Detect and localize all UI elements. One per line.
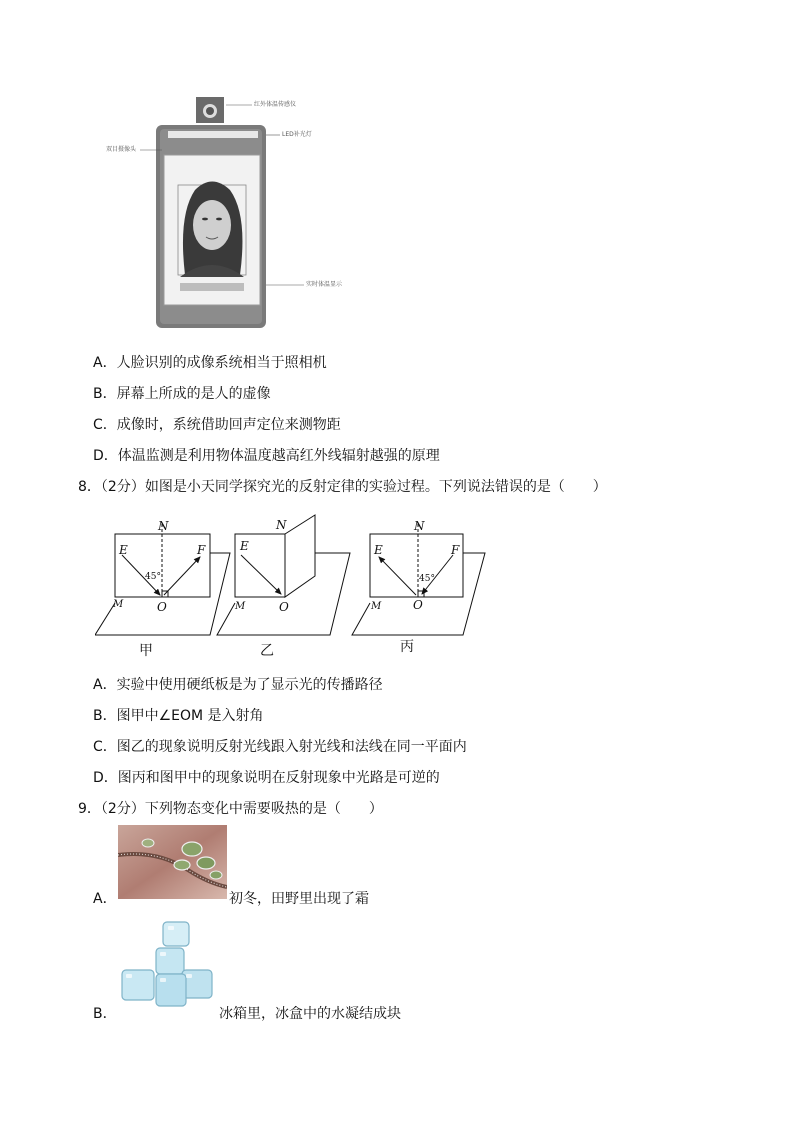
option-letter: B． [93,386,117,402]
option-text: 图乙的现象说明反射光线跟入射光线和法线在同一平面内 [116,739,467,755]
option-letter: D． [93,448,118,464]
option-letter: D． [93,770,118,786]
frost-photo [118,825,227,899]
option-text: 屏幕上所成的是人的虚像 [116,386,271,402]
ice-cubes-photo [118,918,218,1018]
callout-binocular-camera: 双目摄像头 [106,146,137,153]
q7-option-a [93,354,327,372]
ice-cubes-image [118,918,218,1018]
option-text: 成像时，系统借助回声定位来测物距 [116,417,341,433]
label-f-jia: F [197,543,206,557]
reflection-figure [95,510,495,660]
callout-temperature-display: 实时体温显示 [306,281,343,288]
angle-label-bing: 45° [419,574,435,584]
q7-option-b [93,385,271,403]
callout-led-light: LED补光灯 [282,131,312,138]
face-terminal-figure [100,95,343,335]
label-e-yi: E [240,539,249,553]
option-text: 体温监测是利用物体温度越高红外线辐射越强的原理 [117,448,440,464]
option-letter: B． [93,708,117,724]
label-o-bing: O [413,598,423,612]
q7-option-d [93,447,440,465]
option-letter: C． [93,739,117,755]
q9-option-a [93,890,117,908]
option-letter: A． [93,891,117,907]
label-m-bing: M [371,601,382,612]
option-text: 人脸识别的成像系统相当于照相机 [116,355,327,371]
q7-option-c [93,416,341,434]
q8-option-a [93,676,383,694]
label-n-jia: N [158,519,169,533]
label-o-jia: O [157,600,167,614]
caption-bing: 丙 [400,639,414,655]
angle-label-jia: 45° [145,572,161,582]
q9-option-b [93,1005,117,1023]
q8-option-c [93,738,467,756]
callout-infrared-sensor: 红外体温传感仪 [254,101,297,108]
q9-option-a-text: 初冬，田野里出现了霜 [229,891,369,907]
q8-stem: 8．（2分）如图是小天同学探究光的反射定律的实验过程。下列说法错误的是（ ） [78,479,607,495]
reflection-diagrams [95,510,495,660]
option-text: 实验中使用硬纸板是为了显示光的传播路径 [116,677,383,693]
label-e-bing: E [374,543,383,557]
option-letter: A． [93,677,117,693]
option-text: 图丙和图甲中的现象说明在反射现象中光路是可逆的 [117,770,440,786]
caption-yi: 乙 [260,643,274,659]
label-f-bing: F [451,543,460,557]
option-letter: B． [93,1006,117,1022]
label-e-jia: E [119,543,128,557]
option-letter: C． [93,417,117,433]
option-letter: A． [93,355,117,371]
frost-image [118,825,227,899]
label-n-yi: N [276,518,287,532]
caption-jia: 甲 [139,643,153,659]
label-n-bing: N [414,519,425,533]
option-text: 图甲中∠EOM 是入射角 [116,708,264,724]
q8-option-d [93,769,440,787]
label-o-yi: O [279,600,289,614]
label-m-yi: M [235,601,246,612]
label-m-jia: M [113,599,124,610]
q9-option-b-text: 冰箱里，冰盒中的水凝结成块 [219,1006,401,1022]
q9-stem: 9．（2分）下列物态变化中需要吸热的是（ ） [78,801,383,817]
q8-option-b [93,707,264,725]
